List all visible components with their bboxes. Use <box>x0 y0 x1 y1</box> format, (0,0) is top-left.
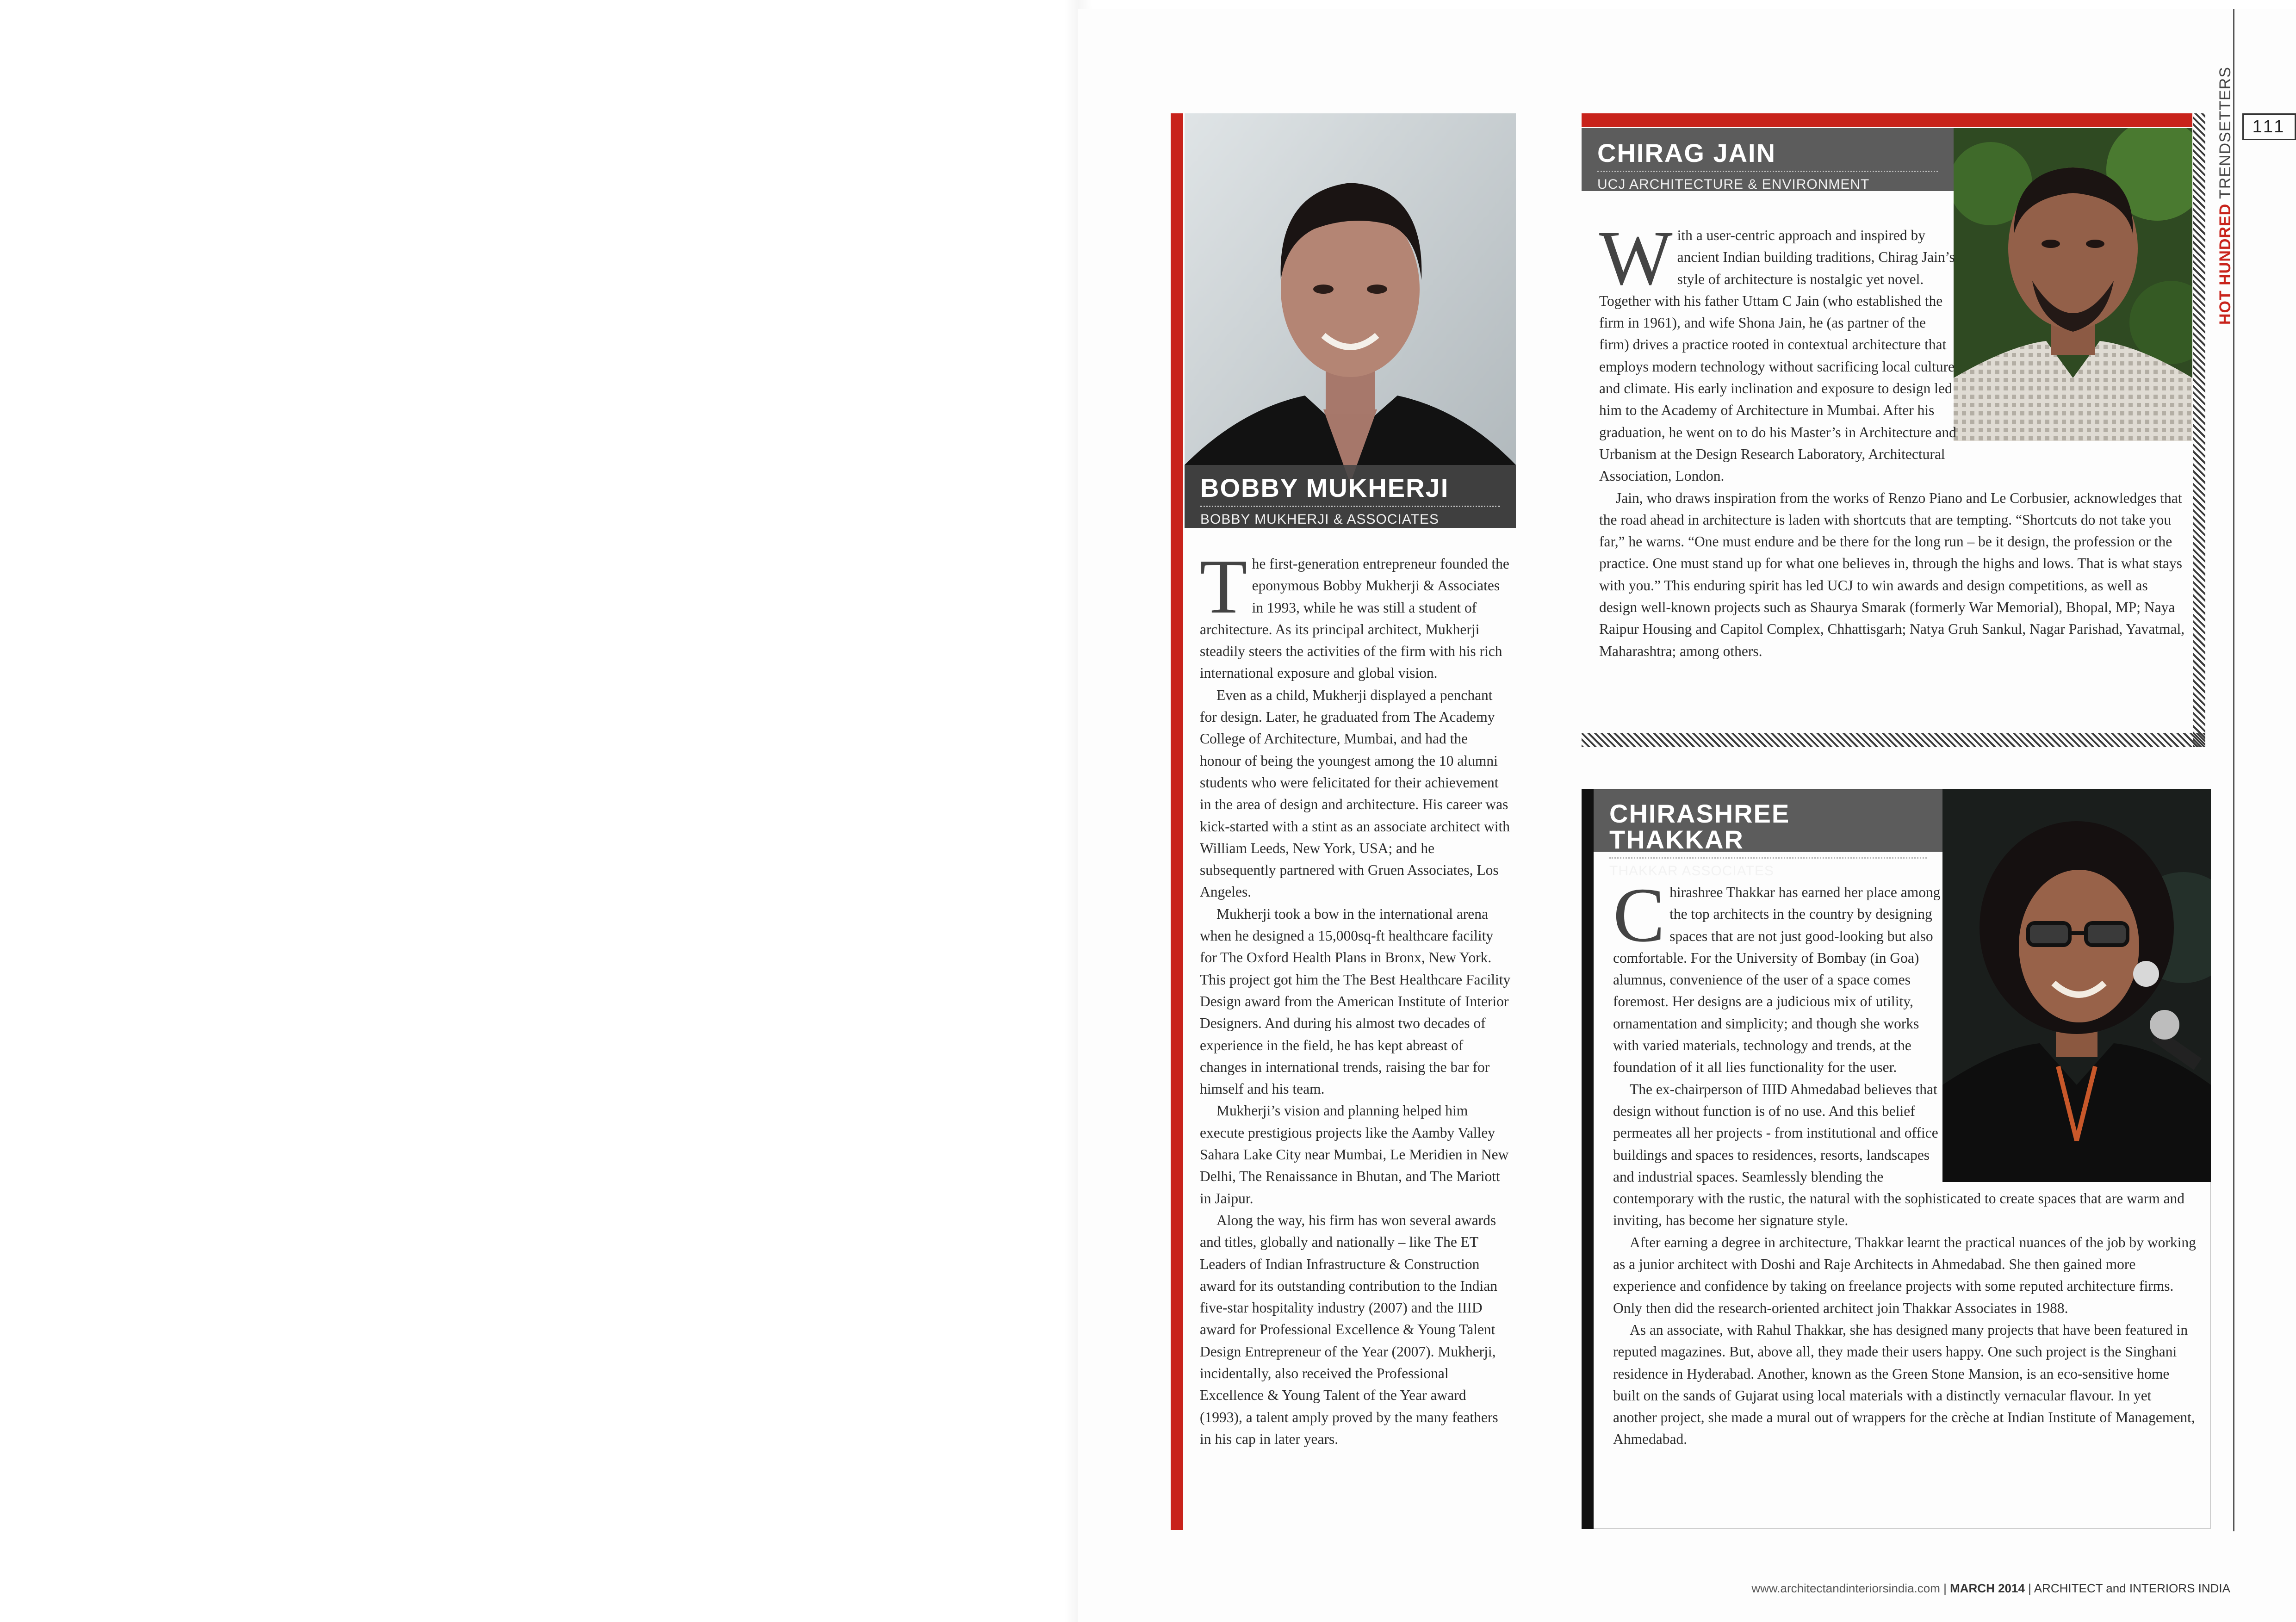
side-tab-rotated <box>2216 67 2234 325</box>
page-number: 111 <box>2252 117 2286 136</box>
profile-name: BOBBY MUKHERJI <box>1200 475 1500 507</box>
page-number-box <box>2242 113 2296 140</box>
page-footer <box>1684 1581 2230 1596</box>
side-tab-light: TRENDSETTERS <box>2216 67 2234 199</box>
nameplate-bobby-mukherji <box>1185 465 1516 528</box>
body-paragraph: After earning a degree in architecture, Thakkar learnt the practical nuances of the job by working as a junior architect with Doshi and Raje Architects in Ahmedabad. She then gained more experience and confidence by taking on freelance projects with some reputed architecture firms. Only then did the research-oriented architect join Thakkar Associates in 1988. <box>1613 1234 2196 1316</box>
footer-magazine-title: ARCHITECT and INTERIORS INDIA <box>2034 1581 2230 1595</box>
profile-body-bobby-mukherji <box>1200 544 1511 1450</box>
nameplate-chirashree-thakkar <box>1594 789 1942 879</box>
body-paragraph: The ex-chairperson of IIID Ahmedabad believes that design without function is of no use. And this belief permeates all her projects - from institutional and office buildings and spaces to residences, resorts, landscapes and industrial spaces. Seamlessly blending the contemporary with the rustic, the natural with the sophisticated to create spaces that are warm and inviting, has become her signature style. <box>1613 1081 2185 1229</box>
profile-firm: THAKKAR ASSOCIATES <box>1609 863 1774 879</box>
lead-text: he first-generation entrepreneur founded the eponymous Bobby Mukherji & Associates in 1993, while he was still a student of architecture. As its principal architect, Mukherji steadily steers the activities of the firm with his rich international exposure and global vision. <box>1200 556 1509 681</box>
profile-body-chirashree-thakkar <box>1613 872 2196 1450</box>
hatched-border-right <box>2193 113 2205 747</box>
profile-card-bobby-mukherji <box>1171 113 1516 1530</box>
body-paragraph: Jain, who draws inspiration from the works of Renzo Piano and Le Corbusier, acknowledges that the road ahead in architecture is laden with shortcuts that are tempting. “Shortcuts do not take you far,” he warns. “One must endure and be there for the long run – be it design, the profession or the practice. One must stand up for what one believes in, through the highs and lows. That is what stays with you.” This enduring spirit has led UCJ to win awards and design competitions, as well as design well-known projects such as Shaurya Smarak (formerly War Memorial), Bhopal, MP; Naya Raipur Housing and Capitol Complex, Chhattisgarh; Natya Gruh Sankul, Nagar Parishad, Yavatmal, Maharashtra; among others. <box>1599 489 2185 659</box>
profile-firm: UCJ ARCHITECTURE & ENVIRONMENT <box>1597 177 1870 192</box>
drop-cap: T <box>1200 544 1247 630</box>
drop-cap: W <box>1599 215 1673 301</box>
photo-float-spacer <box>1943 881 2196 1182</box>
footer-separator: | <box>1943 1581 1947 1595</box>
section-side-tab <box>2216 67 2234 329</box>
profile-name: CHIRAG JAIN <box>1597 140 1938 172</box>
blank-left-page <box>0 0 1078 1622</box>
body-paragraph: Mukherji took a bow in the international arena when he designed a 15,000sq-ft healthcare facility for The Oxford Health Plans in Bronx, New York. This project got him the The Best Healthcare Facility Design award from the American Institute of Interior Designers. And during his almost two decades of experience in the field, he has kept abreast of changes in international trends, raising the bar for himself and his team. <box>1200 905 1511 1097</box>
body-paragraph: Even as a child, Mukherji displayed a penchant for design. Later, he graduated from The Academy College of Architecture, Mumbai, and had the honour of being the youngest among the 10 alumni students who were felicitated for their achievement in the area of design and architecture. His career was kick-started with a stint as an associate architect with William Leeds, New York, USA; and he subsequently partnered with Gruen Associates, Los Angeles. <box>1200 687 1510 900</box>
footer-issue: MARCH 2014 <box>1950 1581 2025 1595</box>
side-tab-bold: HOT HUNDRED <box>2216 203 2234 325</box>
profile-name: CHIRASHREE THAKKAR <box>1609 801 1927 859</box>
lead-text: ith a user-centric approach and inspired by ancient Indian building traditions, Chirag Jain’s style of architecture is nostalgic yet novel. Together with his father Uttam C Jain (who established the firm in 1961), and wife Shona Jain, he (as partner of the firm) drives a practice rooted in contextual architecture that employs modern technology without sacrificing local culture and climate. His early inclination and exposure to design led him to the Academy of Architecture in Mumbai. After his graduation, he went on to do his Master’s in Architecture and Urbanism at the Design Research Laboratory, Architectural Association, London. <box>1599 227 1956 484</box>
hatched-border-bottom <box>1582 733 2205 747</box>
lead-text: hirashree Thakkar has earned her place among the top architects in the country by designing spaces that are not just good-looking but also comfortable. For the University of Bombay (in Goa) alumnus, convenience of the user of a space comes foremost. Her designs are a judicious mix of utility, ornamentation and simplicity; and though she works with varied materials, technology and trends, at the foundation of it all lies functionality for the user. <box>1613 884 1941 1076</box>
footer-url[interactable]: www.architectandinteriorsindia.com <box>1751 1581 1940 1595</box>
body-paragraph: Along the way, his firm has won several awards and titles, globally and nationally – like The ET Leaders of Indian Infrastructure & Construction award for its outstanding contribution to the Indian five-star hospitality industry (2007) and the IIID award for Professional Excellence & Young Talent Design Entrepreneur of the Year (2007). Mukherji, incidentally, also received the Professional Excellence & Young Talent of the Year award (1993), a talent amply proved by the many feathers in his cap in later years. <box>1200 1212 1498 1447</box>
nameplate-chirag-jain <box>1582 128 1954 191</box>
accent-black-rule <box>1582 789 1594 1529</box>
profile-card-chirag-jain <box>1582 113 2205 747</box>
drop-cap: C <box>1613 872 1665 958</box>
accent-red-top-rule <box>1582 113 2192 127</box>
footer-separator: | <box>2028 1581 2031 1595</box>
accent-red-rule <box>1171 113 1183 1530</box>
profile-body-chirag-jain <box>1599 215 2187 662</box>
profile-card-chirashree-thakkar <box>1582 789 2211 1529</box>
body-paragraph: As an associate, with Rahul Thakkar, she has designed many projects that have been featured in reputed magazines. But, above all, they made their users happy. One such project is the Singhani residence in Hyderabad. Another, known as the Green Stone Mansion, is an eco-sensitive home built on the sands of Gujarat using local materials with a distinctly vernacular flavour. In yet another project, she made a mural out of wrappers for the crèche at Indian Institute of Management, Ahmedabad. <box>1613 1321 2195 1448</box>
body-paragraph: Mukherji’s vision and planning helped him execute prestigious projects like the Aamby Valley Sahara Lake City near Mumbai, Le Meridien in New Delhi, The Renaissance in Bhutan, and The Mariott in Jaipur. <box>1200 1102 1509 1207</box>
lead-paragraph <box>1200 544 1511 684</box>
profile-firm: BOBBY MUKHERJI & ASSOCIATES <box>1200 512 1440 527</box>
photo-float-spacer <box>1957 224 2187 446</box>
